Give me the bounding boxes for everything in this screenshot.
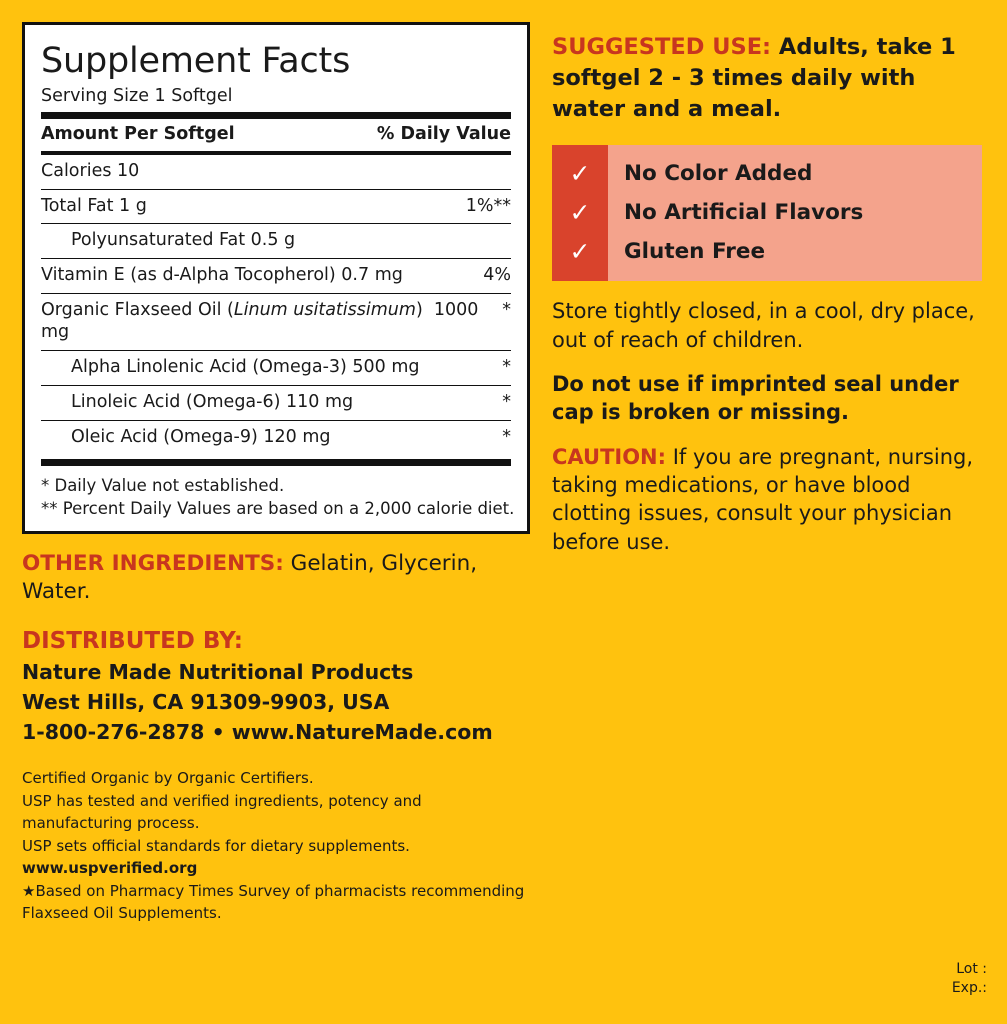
suggested-use-text: Adults, take 1 softgel 2 - 3 times daily with water and a meal. xyxy=(552,34,956,123)
table-row xyxy=(41,351,511,385)
storage-instructions: Store tightly closed, in a cool, dry place, out of reach of children. xyxy=(552,299,975,352)
caution-text: If you are pregnant, nursing, taking medications, or have blood clotting issues, consult your physician before use. xyxy=(552,444,974,554)
table-row xyxy=(41,421,511,455)
divider-thick-bottom xyxy=(41,459,511,466)
nutrient-name: Organic Flaxseed Oil (Linum usitatissimum) 1000 mg xyxy=(41,300,479,342)
nutrient-name: Polyunsaturated Fat 0.5 g xyxy=(71,230,296,251)
exp-label: Exp.: xyxy=(951,980,987,997)
fineprint-usp-standards xyxy=(22,835,530,880)
nutrient-dv: * xyxy=(502,391,511,412)
claims-check-column xyxy=(552,145,608,281)
footnote-percent-dv: ** Percent Daily Values are based on a 2,000 calorie diet. xyxy=(41,499,515,519)
claims-band xyxy=(552,145,982,281)
table-row xyxy=(41,386,511,420)
distributor-contact[interactable]: 1-800-276-2878 • www.NatureMade.com xyxy=(22,719,493,744)
nutrient-name: Total Fat 1 g xyxy=(41,195,147,216)
table-row xyxy=(41,294,511,350)
table-header-row xyxy=(41,119,511,151)
other-ingredients-text: Gelatin, Glycerin, Water. xyxy=(22,551,478,605)
fineprint-survey-note: ★Based on Pharmacy Times Survey of pharmacists recommending Flaxseed Oil Supplements. xyxy=(22,881,525,923)
claim-item: No Color Added xyxy=(624,161,813,187)
usp-verified-link[interactable]: www.uspverified.org xyxy=(22,859,198,878)
suggested-use-label: SUGGESTED USE: xyxy=(552,34,772,60)
claims-text-column xyxy=(608,145,863,281)
distributor-company: Nature Made Nutritional Products xyxy=(22,660,414,685)
claim-item: No Artificial Flavors xyxy=(624,199,864,225)
caution-block xyxy=(552,443,982,556)
nutrient-name: Linoleic Acid (Omega-6) 110 mg xyxy=(71,391,354,412)
fineprint-usp-tested: USP has tested and verified ingredients, potency and manufacturing process. xyxy=(22,791,422,833)
fineprint-block xyxy=(22,767,530,925)
supplement-facts-panel xyxy=(22,22,530,534)
table-row xyxy=(41,190,511,224)
latin-binomial: Linum usitatissimum xyxy=(233,300,416,321)
label-columns xyxy=(22,22,983,925)
other-ingredients-label: OTHER INGREDIENTS: xyxy=(22,551,284,577)
fineprint-certified-organic: Certified Organic by Organic Certifiers. xyxy=(22,769,314,788)
footnotes xyxy=(41,466,515,522)
table-row xyxy=(41,259,511,293)
distributor-address: West Hills, CA 91309-9903, USA xyxy=(22,689,390,714)
nutrient-dv: 1%** xyxy=(465,195,511,216)
nutrient-dv: * xyxy=(502,426,511,447)
divider-thick-top xyxy=(41,112,511,119)
lot-label: Lot : xyxy=(956,961,987,978)
nutrient-dv: * xyxy=(502,356,511,377)
fineprint-usp-standards-text: USP sets official standards for dietary supplements. xyxy=(22,836,410,855)
supplement-facts-title: Supplement Facts xyxy=(41,41,351,81)
footnote-daily-value: * Daily Value not established. xyxy=(41,475,285,495)
check-icon: ✓ xyxy=(569,236,591,266)
other-ingredients xyxy=(22,550,530,606)
right-column xyxy=(552,22,982,925)
claim-item: Gluten Free xyxy=(624,238,766,264)
suggested-use xyxy=(552,32,982,125)
serving-size: Serving Size 1 Softgel xyxy=(41,85,233,106)
nutrient-name: Calories 10 xyxy=(41,160,140,181)
caution-label: CAUTION: xyxy=(552,444,667,469)
nutrient-dv: * xyxy=(502,300,511,321)
nutrient-name: Oleic Acid (Omega-9) 120 mg xyxy=(71,426,331,447)
distributed-by-label: DISTRIBUTED BY: xyxy=(22,628,244,655)
do-not-use-warning: Do not use if imprinted seal under cap is broken or missing. xyxy=(552,372,959,425)
left-column xyxy=(22,22,530,925)
lot-exp-block xyxy=(952,960,987,998)
amount-per-serving-header: Amount Per Softgel xyxy=(41,123,235,144)
table-row xyxy=(41,224,511,258)
nutrient-name: Vitamin E (as d-Alpha Tocopherol) 0.7 mg xyxy=(41,265,403,286)
check-icon: ✓ xyxy=(569,159,591,189)
daily-value-header: % Daily Value xyxy=(376,123,511,144)
nutrient-dv: 4% xyxy=(483,265,511,286)
check-icon: ✓ xyxy=(569,197,591,227)
table-row xyxy=(41,155,511,189)
nutrient-name: Alpha Linolenic Acid (Omega-3) 500 mg xyxy=(71,356,420,377)
